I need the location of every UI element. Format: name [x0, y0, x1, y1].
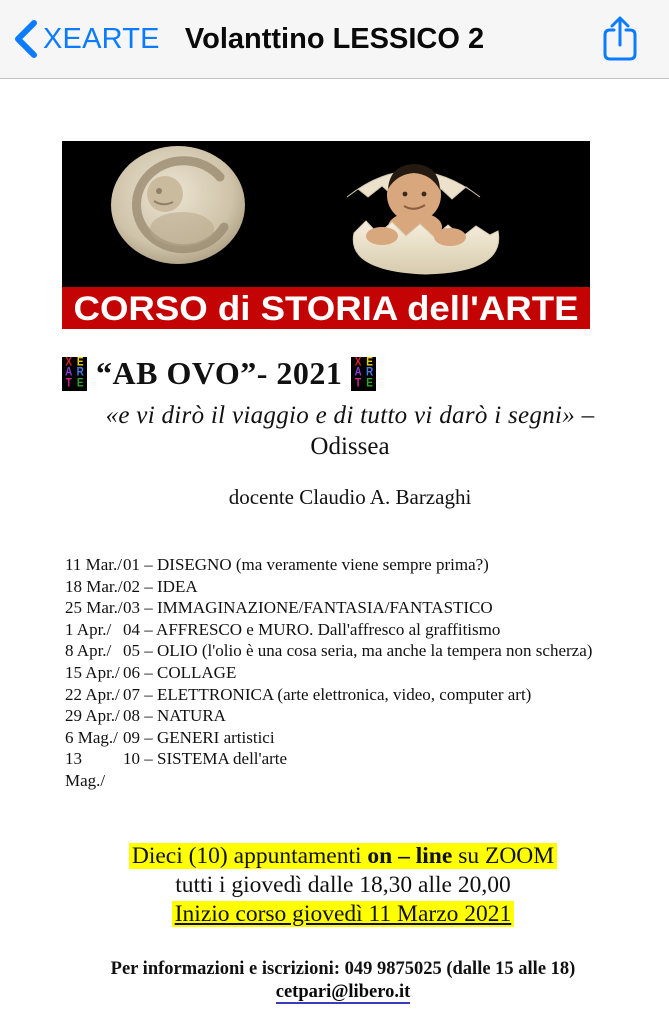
flyer-document: [0, 141, 669, 1004]
schedule-row: [65, 662, 669, 684]
logo-letter: E: [76, 377, 84, 390]
announcement-line-1-bold: on – line: [367, 842, 453, 869]
schedule-date: 18 Mar./: [65, 576, 123, 596]
quote-text: «e vi dirò il viaggio e di tutto vi darò i segni» –: [105, 402, 595, 429]
schedule-item: 03 – IMMAGINAZIONE/FANTASIA/FANTASTICO: [123, 598, 493, 618]
flyer-title-row: [62, 355, 669, 392]
schedule-row: [65, 705, 669, 727]
quote-block: [55, 402, 645, 461]
announcement-block: [48, 842, 638, 929]
contact-email-link[interactable]: cetpari@libero.it: [276, 983, 411, 1004]
navbar: [0, 0, 669, 79]
schedule-row: [65, 684, 669, 706]
schedule-date: 13 Mag./: [65, 749, 106, 790]
chevron-left-icon: [14, 19, 38, 59]
flyer-title: “AB OVO”- 2021: [96, 355, 343, 391]
schedule-item: 02 – IDEA: [123, 576, 198, 596]
lecturer-line: docente Claudio A. Barzaghi: [228, 485, 472, 509]
logo-letter: X: [65, 355, 73, 369]
quote-source: Odissea: [310, 433, 390, 460]
schedule-row: [65, 554, 669, 576]
contact-block: [48, 959, 638, 1004]
schedule-item: 04 – AFFRESCO e MURO. Dall'affresco al graffitismo: [123, 619, 501, 639]
logo-letter: T: [65, 377, 72, 390]
xearte-logo-icon: [62, 357, 87, 391]
schedule-date: 8 Apr./: [65, 641, 112, 661]
schedule-row: [65, 748, 669, 791]
logo-letter: A: [65, 366, 73, 380]
schedule-list: [65, 554, 669, 792]
schedule-item: 05 – OLIO (l'olio è una cosa seria, ma anche la tempera non scherza): [123, 641, 593, 661]
schedule-item: 10 – SISTEMA dell'arte: [123, 749, 288, 769]
logo-letter: T: [355, 377, 362, 390]
back-button-label: XEARTE: [43, 22, 160, 55]
schedule-date: 6 Mag./: [65, 727, 118, 747]
schedule-row: [65, 576, 669, 598]
schedule-item: 01 – DISEGNO (ma veramente viene sempre prima?): [123, 555, 489, 574]
logo-letter: E: [366, 355, 373, 369]
schedule-date: 25 Mar./: [65, 598, 123, 618]
logo-letter: R: [76, 366, 84, 380]
schedule-date: 11 Mar./: [65, 555, 122, 574]
logo-letter: E: [366, 377, 373, 390]
schedule-item: 06 – COLLAGE: [123, 662, 237, 682]
announcement-line-1: [48, 842, 638, 871]
announcement-line-3: [48, 900, 638, 929]
banner-strip-text: CORSO di STORIA dell'ARTE: [73, 290, 579, 328]
schedule-row: [65, 619, 669, 641]
schedule-item: 07 – ELETTRONICA (arte elettronica, video, computer art): [123, 684, 532, 704]
share-icon: [601, 14, 639, 64]
announcement-line-1-post: su ZOOM: [452, 842, 555, 869]
schedule-date: 29 Apr./: [65, 706, 120, 726]
schedule-date: 1 Apr./: [65, 619, 112, 639]
course-banner-image: [62, 141, 590, 329]
logo-letter: E: [76, 355, 84, 369]
share-button[interactable]: [601, 14, 639, 69]
schedule-item: 09 – GENERI artistici: [123, 727, 275, 747]
stone-egg-relief-image: [111, 146, 245, 264]
announcement-line-2: tutti i giovedì dalle 18,30 alle 20,00: [175, 871, 511, 898]
logo-letter: X: [354, 355, 362, 369]
logo-letter: A: [354, 366, 362, 380]
contact-info-line: Per informazioni e iscrizioni: 049 9875025 (dalle 15 alle 18): [110, 958, 576, 979]
schedule-date: 22 Apr./: [65, 684, 120, 704]
back-button[interactable]: [14, 19, 160, 59]
announcement-line-3-text: Inizio corso giovedì 11 Marzo 2021: [172, 901, 515, 927]
schedule-row: [65, 640, 669, 662]
announcement-line-1-pre: Dieci (10) appuntamenti: [131, 842, 368, 869]
xearte-logo-icon: [351, 357, 376, 391]
contact-email-wrap: [48, 983, 638, 1004]
page-title: Volanttino LESSICO 2: [184, 22, 485, 55]
logo-letter: R: [365, 366, 374, 380]
schedule-item: 08 – NATURA: [123, 706, 226, 726]
schedule-row: [65, 727, 669, 749]
schedule-row: [65, 597, 669, 619]
schedule-date: 15 Apr./: [65, 662, 120, 682]
